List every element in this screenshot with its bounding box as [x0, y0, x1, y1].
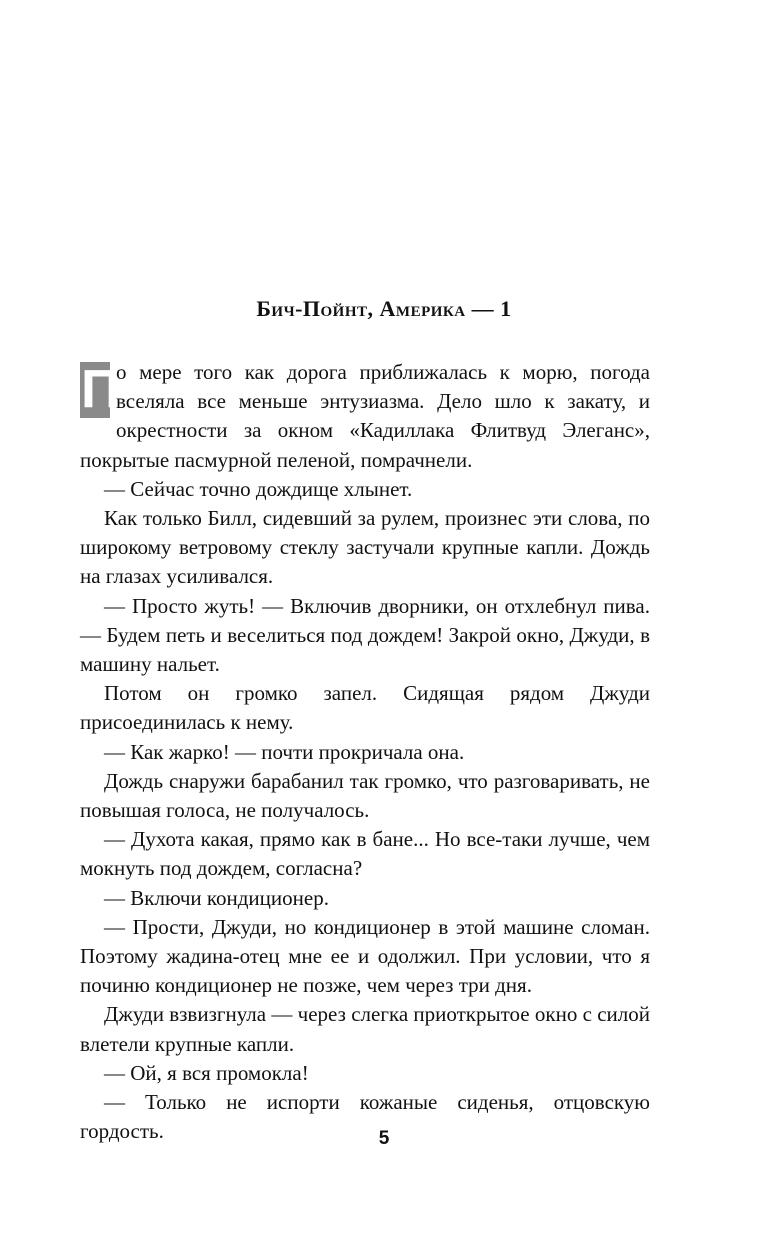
paragraph: — Только не испорти кожаные сиденья, отцовскую гордость. [80, 1090, 650, 1144]
paragraph: — Просто жуть! — Включив дворники, он отхлебнул пива. — Будем петь и веселиться под дождем! Закрой окно, Джуди, в машину нальет. [80, 593, 650, 677]
body-text [80, 358, 650, 1146]
paragraph: Потом он громко запел. Сидящая рядом Джуди присоединилась к нему. [80, 681, 650, 735]
paragraph: Джуди взвизгнула — через слегка приоткрытое окно с силой влетели крупные капли. [80, 1002, 650, 1056]
paragraph: — Сейчас точно дождище хлынет. [104, 476, 413, 501]
paragraph: — Ой, я вся промокла! [104, 1060, 309, 1085]
chapter-title: Бич-Пойнт, Америка — 1 [256, 296, 512, 321]
paragraph: — Прости, Джуди, но кондиционер в этой машине сломан. Поэтому жадина-отец мне ее и одолжил. При условии, что я починю кондиционер не позже, чем через три дня. [80, 914, 650, 998]
drop-cap: П [81, 359, 120, 419]
paragraph: Как только Билл, сидевший за рулем, произнес эти слова, по широкому ветровому стеклу застучали крупные капли. Дождь на глазах усиливался. [80, 506, 650, 589]
paragraph: Дождь снаружи барабанил так громко, что разговаривать, не повышая голоса, не получалось. [80, 768, 650, 823]
paragraph-text: о мере того как дорога приближалась к морю, погода вселяла все меньше энтузиазма. Дело шло к закату, и окрестности за окном «Кадиллака Флитвуд Элеганс», покрытые пасмурной пеленой, помрачнели. [80, 360, 650, 472]
paragraph: — Как жарко! — почти прокричала она. [104, 739, 465, 764]
page-number: 5 [378, 1128, 390, 1149]
paragraph [80, 358, 650, 475]
paragraph: — Включи кондиционер. [104, 885, 329, 910]
paragraph: — Духота какая, прямо как в бане... Но все-таки лучше, чем мокнуть под дождем, согласна? [80, 827, 650, 881]
